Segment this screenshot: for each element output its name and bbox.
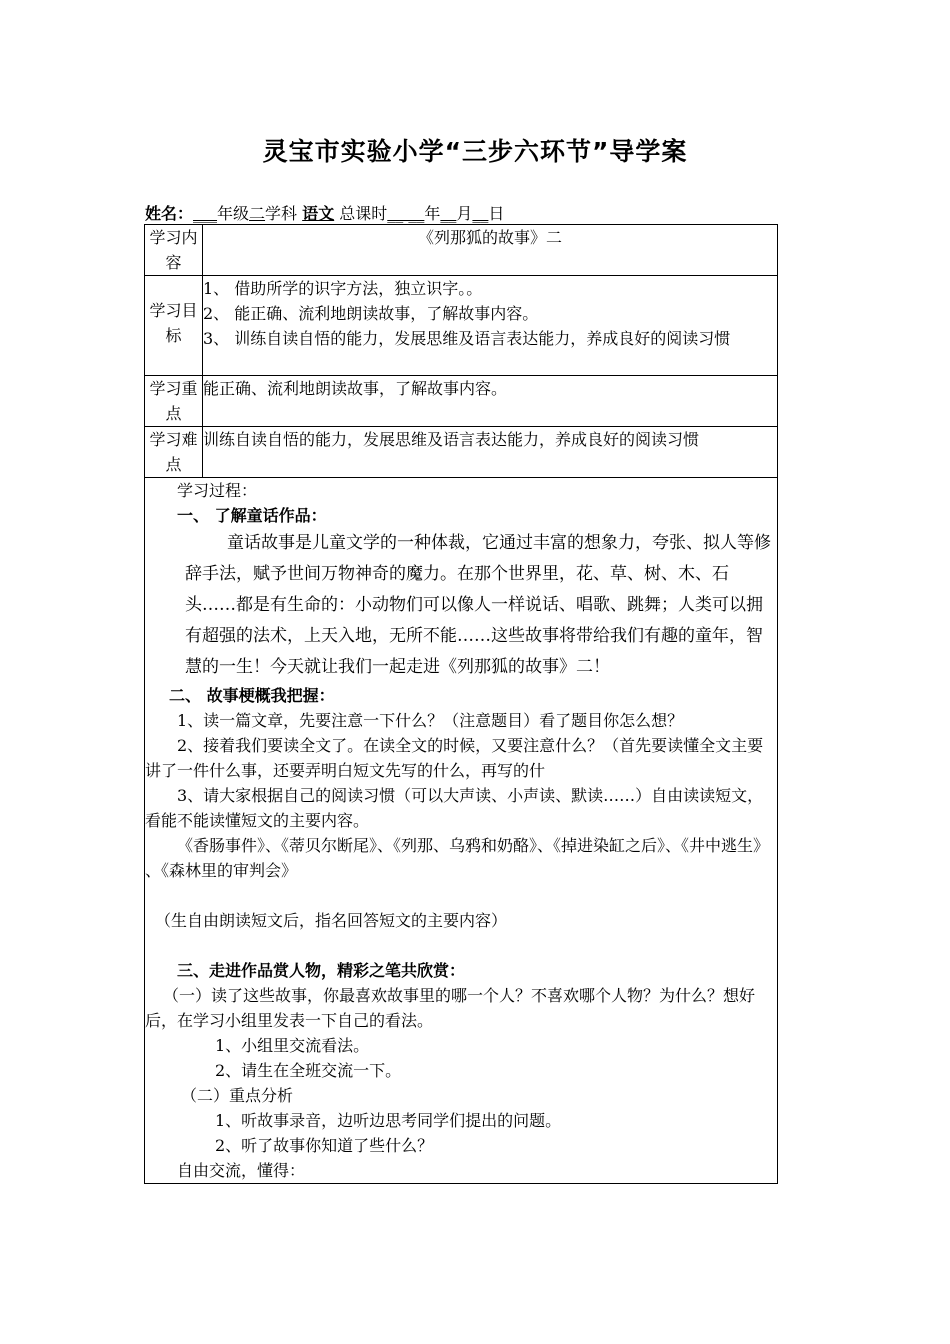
question-3: 3、请大家根据自己的阅读习惯（可以大声读、小声读、默读……）自由读读短文，看能不能读懂短文的主要内容。 — [145, 786, 764, 830]
process-heading: 学习过程： — [177, 481, 258, 500]
lesson-title: 《列那狐的故事》二 — [203, 225, 778, 276]
hours-blank: __ __ — [387, 204, 425, 223]
key-point-row — [145, 376, 778, 427]
difficulty-row — [145, 427, 778, 478]
part-two-item: 1、听故事录音，边听边思考同学们提出的问题。 — [215, 1111, 562, 1130]
grade-value: 二 — [249, 204, 266, 223]
goals-row — [145, 276, 778, 376]
part-two-item: 2、听了故事你知道了些什么？ — [215, 1136, 434, 1155]
goal-item: 3、 训练自读自悟的能力，发展思维及语言表达能力，养成良好的阅读习惯 — [203, 329, 731, 348]
question-2: 2、接着我们要读全文了。在读全文的时候，又要注意什么？（首先要读懂全文主要讲了一件什么事，还要弄明白短文先写的什么，再写的什 — [145, 736, 764, 780]
part-two-heading: （二）重点分析 — [181, 1086, 294, 1105]
document-title: 灵宝市实验小学“三步六环节”导学案 — [262, 137, 688, 166]
student-info-line — [145, 201, 504, 224]
goal-item: 1、 借助所学的识字方法，独立识字。。 — [203, 279, 483, 298]
name-label: 姓名： — [145, 204, 194, 223]
section-three-title: 三、走进作品赏人物，精彩之笔共欣赏： — [177, 961, 466, 980]
content-label: 学习内容 — [145, 225, 203, 276]
section-one-title: 一、 了解童话作品： — [177, 506, 327, 525]
content-row — [145, 225, 778, 276]
goal-item: 2、 能正确、流利地朗读故事，了解故事内容。 — [203, 304, 539, 323]
part-one-text: （一）读了这些故事，你最喜欢故事里的哪一个人？不喜欢哪个人物？为什么？想好后，在学习小组里发表一下自己的看法。 — [145, 986, 756, 1030]
month-blank: __ — [440, 204, 457, 223]
hours-label: 总课时 — [339, 204, 388, 223]
section-one-text: 童话故事是儿童文学的一种体裁，它通过丰富的想象力，夸张、拟人等修辞手法，赋予世间万物神奇的魔力。在那个世界里，花、草、树、木、石头……都是有生命的：小动物们可以像人一样说话、唱歌、跳舞；人类可以拥有超强的法术，上天入地，无所不能……这些故事将带给我们有趣的童年，智慧的一生！今天就让我们一起走进《列那狐的故事》二！ — [185, 533, 771, 677]
difficulty-text: 训练自读自悟的能力，发展思维及语言表达能力，养成良好的阅读习惯 — [203, 427, 778, 478]
question-1: 1、读一篇文章，先要注意一下什么？（注意题目）看了题目你怎么想？ — [177, 711, 684, 730]
difficulty-label: 学习难点 — [145, 427, 203, 478]
lesson-plan-table — [144, 224, 778, 1184]
reading-note: （生自由朗读短文后，指名回答短文的主要内容） — [155, 911, 508, 930]
part-one-item: 2、请生在全班交流一下。 — [215, 1061, 402, 1080]
goals-content — [203, 276, 778, 376]
story-list: 《香肠事件》、《蒂贝尔断尾》、《列那、乌鸦和奶酪》、《掉进染缸之后》、《井中逃生》 、《森林里的审判会》 — [145, 836, 770, 880]
goals-label: 学习目标 — [145, 276, 203, 376]
part-one-item: 1、小组里交流看法。 — [215, 1036, 370, 1055]
key-point-label: 学习重点 — [145, 376, 203, 427]
key-point-text: 能正确、流利地朗读故事，了解故事内容。 — [203, 376, 778, 427]
grade-label: 年级 — [217, 204, 250, 223]
name-blank: ___ — [193, 204, 218, 223]
month-label: 月 — [456, 204, 473, 223]
subject-label: 学科 — [265, 204, 298, 223]
process-row — [145, 478, 778, 1184]
day-blank: __ — [472, 204, 489, 223]
closing-text: 自由交流，懂得： — [177, 1161, 306, 1180]
process-content — [145, 478, 778, 1184]
section-two-title: 二、 故事梗概我把握： — [169, 686, 335, 705]
subject-value: 语文 — [302, 204, 335, 223]
year-label: 年 — [424, 204, 441, 223]
day-label: 日 — [488, 204, 505, 223]
